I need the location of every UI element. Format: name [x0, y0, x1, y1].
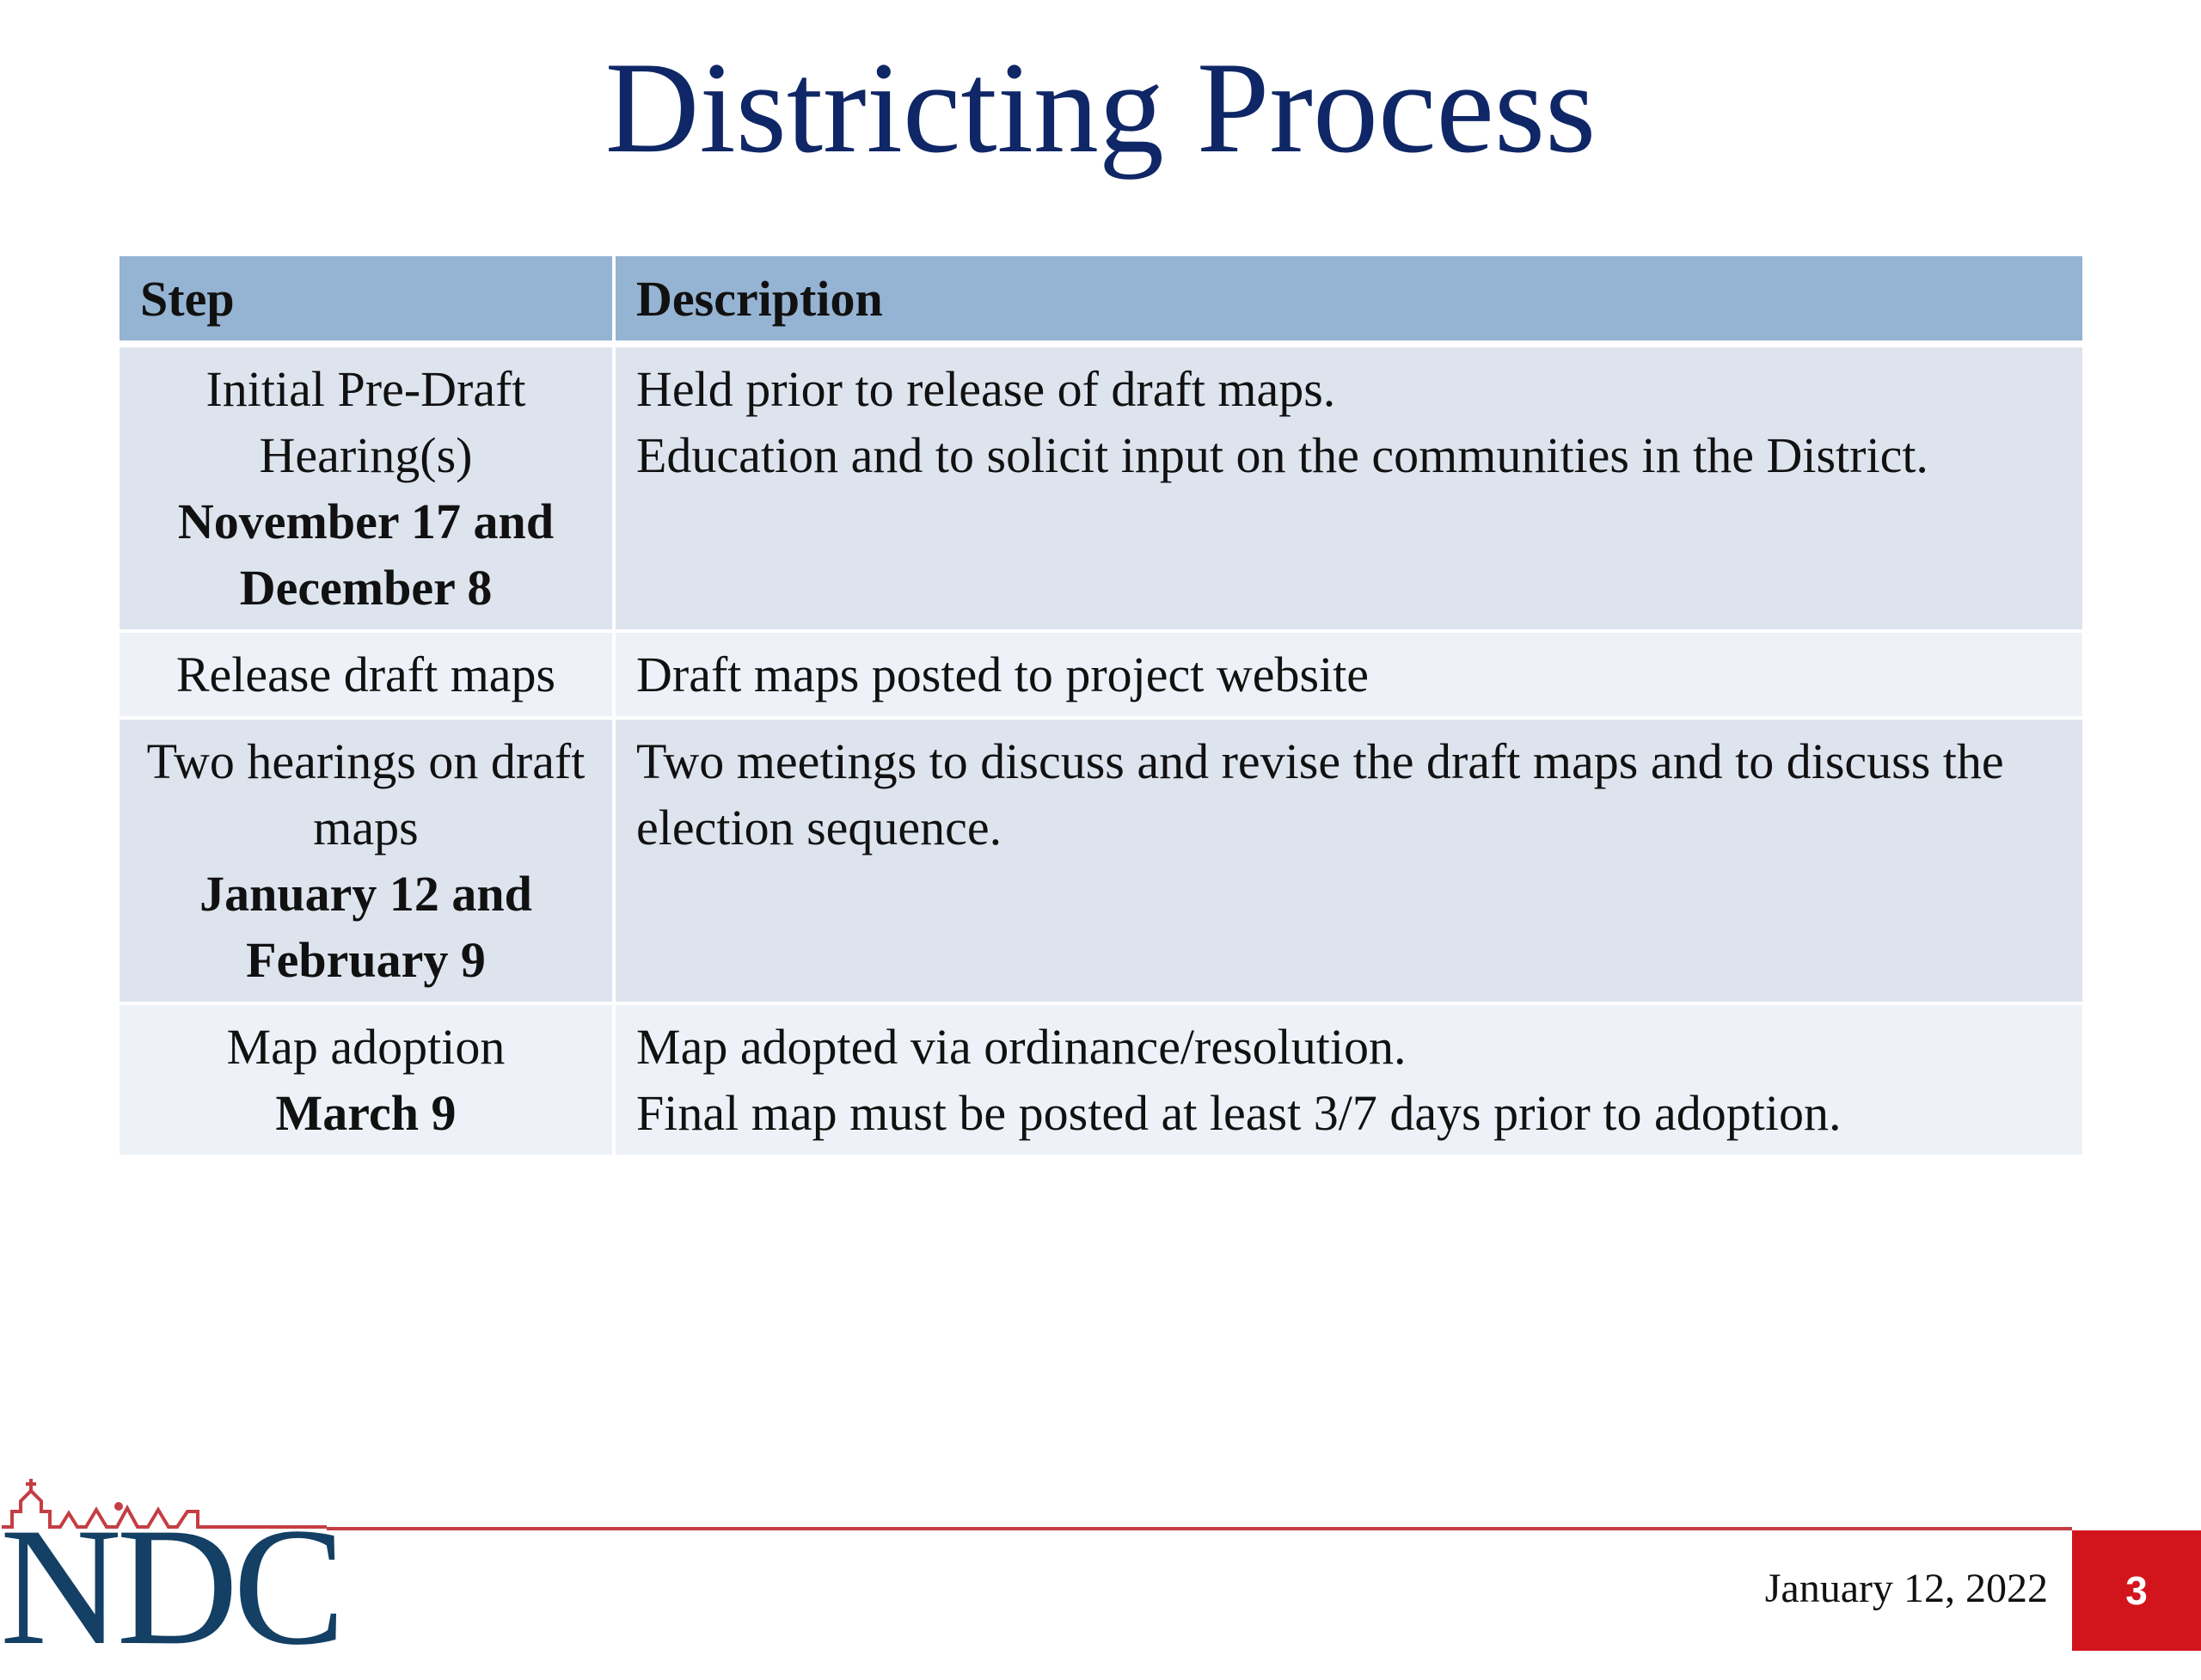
description-line: Map adopted via ordinance/resolution.	[636, 1019, 1407, 1075]
step-cell	[120, 633, 612, 720]
step-name: Two hearings on draft maps	[146, 733, 586, 855]
step-date: January 12 and February 9	[199, 866, 532, 988]
page-number-badge: 3	[2072, 1530, 2201, 1651]
table-row	[120, 720, 2082, 1005]
step-cell	[120, 720, 612, 1005]
description-column-header: Description	[612, 256, 2082, 347]
footer-divider	[327, 1527, 2072, 1530]
step-name: Map adoption	[226, 1019, 506, 1075]
description-line: Draft maps posted to project website	[636, 647, 1370, 702]
table-row	[120, 347, 2082, 633]
description-cell	[612, 347, 2082, 633]
step-date: March 9	[275, 1085, 457, 1141]
step-date: November 17 and December 8	[177, 494, 555, 616]
description-line: Held prior to release of draft maps.	[636, 361, 1336, 417]
footer-date: January 12, 2022	[1764, 1566, 2048, 1611]
table-header-row	[120, 256, 2082, 347]
table-row	[120, 1005, 2082, 1158]
step-column-header: Step	[120, 256, 612, 347]
step-name: Release draft maps	[175, 647, 556, 702]
step-cell	[120, 1005, 612, 1158]
ndc-logo-text: NDC	[0, 1493, 340, 1680]
description-cell	[612, 1005, 2082, 1158]
slide-title: Districting Process	[604, 35, 1597, 180]
step-cell	[120, 347, 612, 633]
description-cell	[612, 633, 2082, 720]
districting-steps-table	[120, 256, 2082, 1158]
step-name: Initial Pre-Draft Hearing(s)	[205, 361, 526, 483]
table-row	[120, 633, 2082, 720]
description-line: Final map must be posted at least 3/7 days prior to adoption.	[636, 1085, 1842, 1141]
description-cell	[612, 720, 2082, 1005]
description-line: Two meetings to discuss and revise the draft maps and to discuss the election sequence.	[636, 733, 2004, 855]
description-line: Education and to solicit input on the communities in the District.	[636, 427, 1928, 483]
